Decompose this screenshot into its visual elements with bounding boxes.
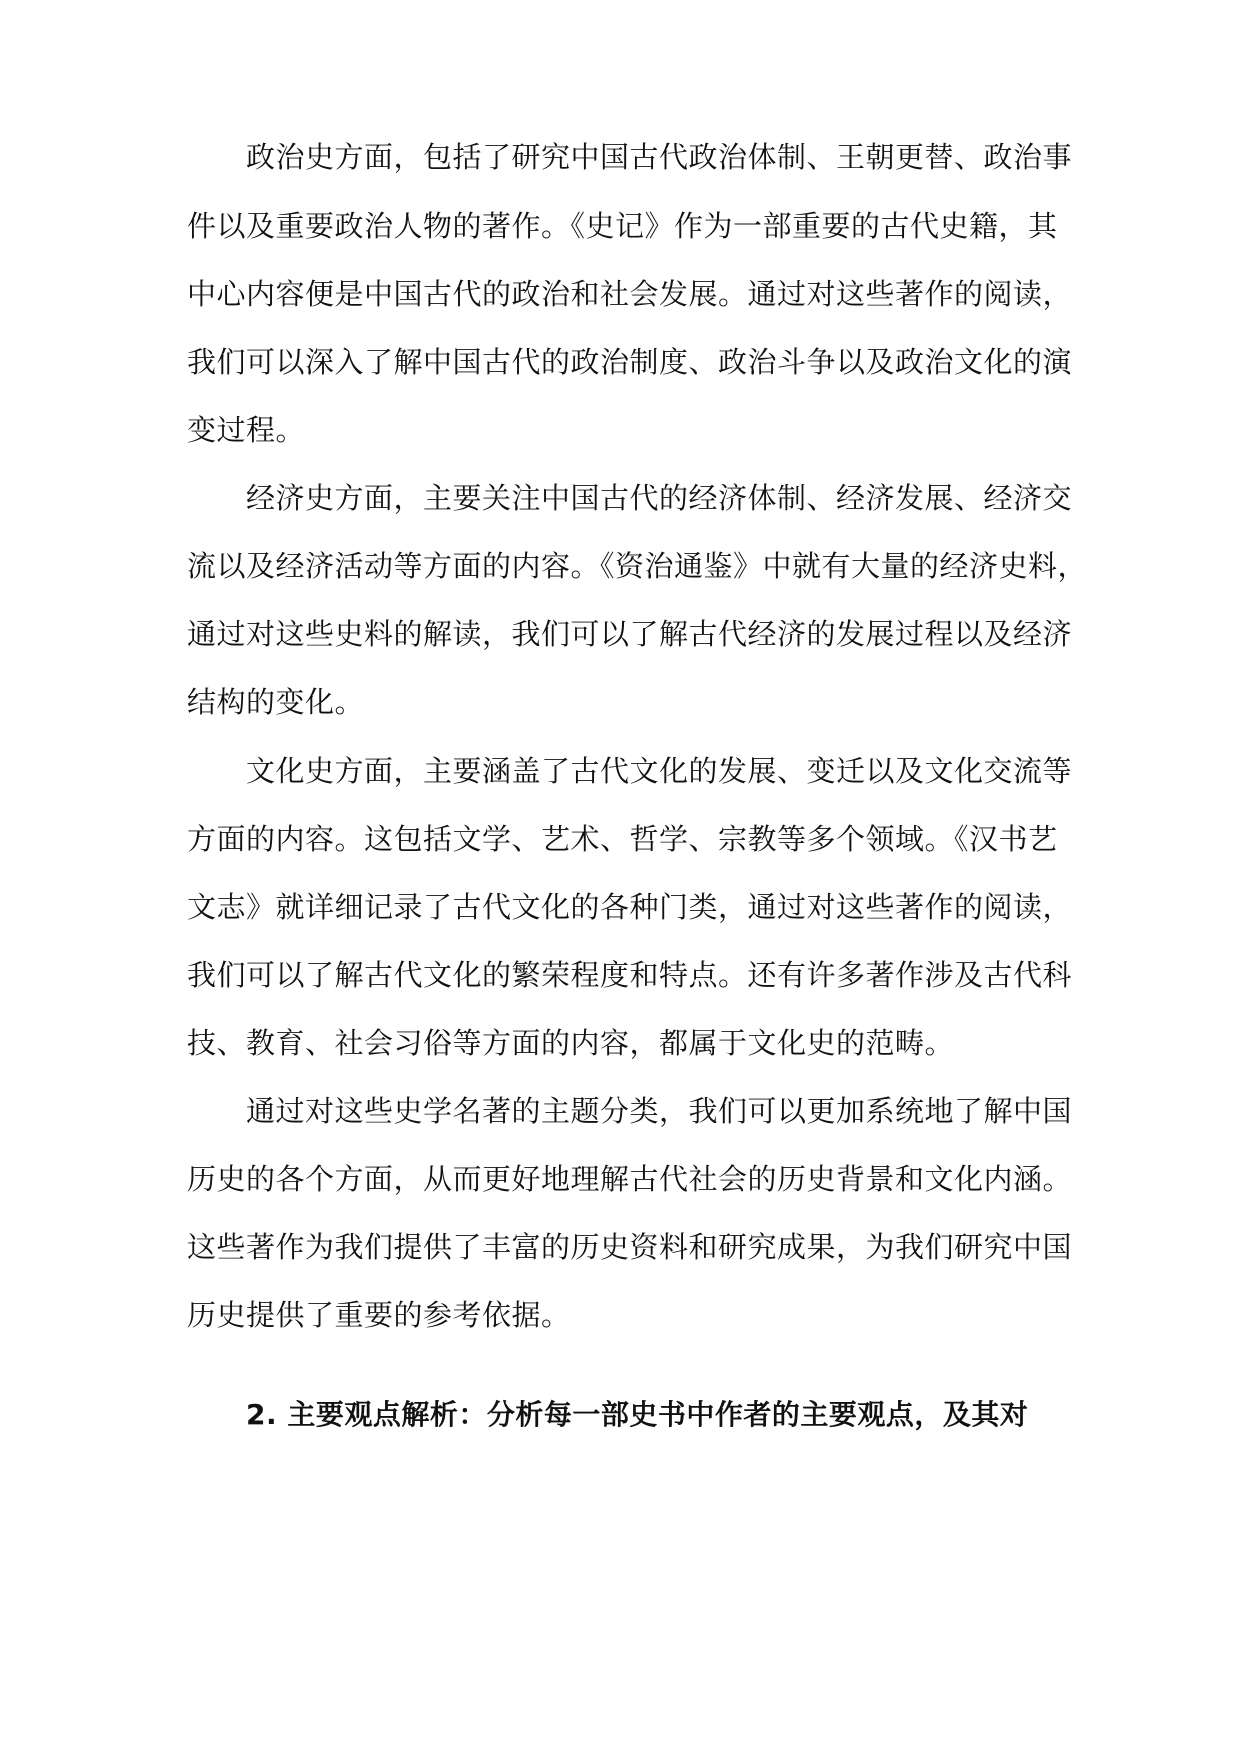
paragraph-line: 通过对这些史料的解读，我们可以了解古代经济的发展过程以及经济 (187, 617, 1073, 651)
section-heading: 2. 主要观点解析：分析每一部史书中作者的主要观点，及其对 (246, 1398, 1029, 1431)
paragraph-line: 变过程。 (187, 413, 306, 447)
paragraph-line: 中心内容便是中国古代的政治和社会发展。通过对这些著作的阅读， (187, 277, 1073, 311)
paragraph-line: 这些著作为我们提供了丰富的历史资料和研究成果，为我们研究中国 (187, 1230, 1073, 1264)
paragraph-line: 通过对这些史学名著的主题分类，我们可以更加系统地了解中国 (246, 1094, 1073, 1128)
paragraph-line: 方面的内容。这包括文学、艺术、哲学、宗教等多个领域。《汉书艺 (187, 822, 1058, 856)
paragraph-line: 文化史方面，主要涵盖了古代文化的发展、变迁以及文化交流等 (246, 754, 1073, 788)
paragraph-line: 我们可以深入了解中国古代的政治制度、政治斗争以及政治文化的演 (187, 345, 1073, 379)
paragraph-line: 技、教育、社会习俗等方面的内容，都属于文化史的范畴。 (187, 1026, 955, 1060)
paragraph-line: 历史提供了重要的参考依据。 (187, 1298, 571, 1332)
paragraph-line: 经济史方面，主要关注中国古代的经济体制、经济发展、经济交 (246, 481, 1073, 515)
paragraph-line: 我们可以了解古代文化的繁荣程度和特点。还有许多著作涉及古代科 (187, 958, 1073, 992)
paragraph-line: 流以及经济活动等方面的内容。《资治通鉴》中就有大量的经济史料， (187, 549, 1088, 583)
paragraph-line: 结构的变化。 (187, 685, 365, 719)
paragraph-line: 文志》就详细记录了古代文化的各种门类，通过对这些著作的阅读， (187, 890, 1073, 924)
paragraph-line: 历史的各个方面，从而更好地理解古代社会的历史背景和文化内涵。 (187, 1162, 1073, 1196)
paragraph-line: 政治史方面，包括了研究中国古代政治体制、王朝更替、政治事 (246, 140, 1073, 174)
paragraph-line: 件以及重要政治人物的著作。《史记》作为一部重要的古代史籍，其 (187, 209, 1058, 243)
